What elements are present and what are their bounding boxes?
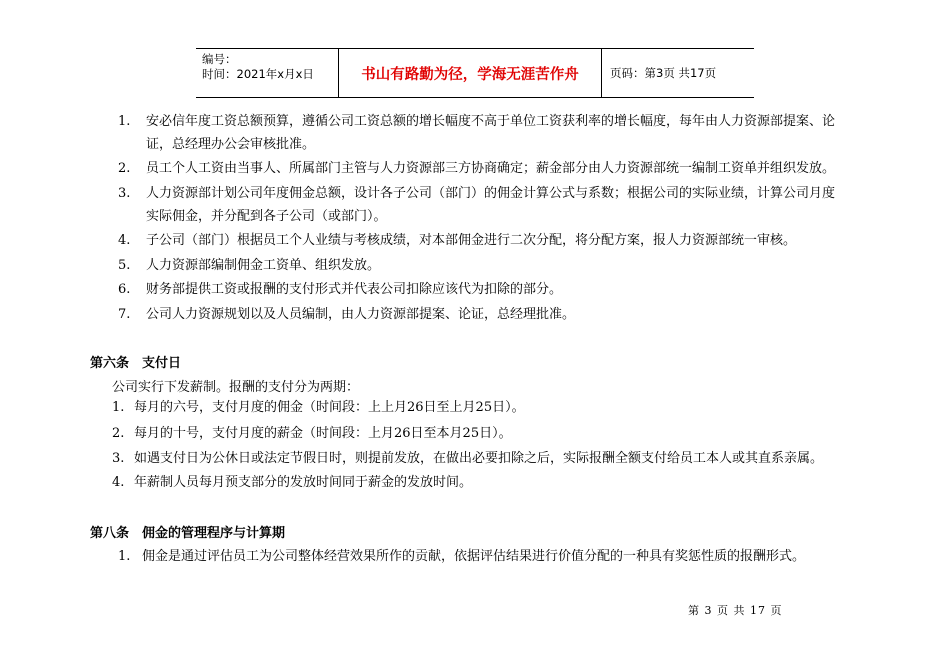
header-info-cell (196, 49, 338, 97)
list-number: 1. (112, 400, 125, 415)
header-motto: 书山有路勤为径，学海无涯苦作舟 (338, 49, 602, 97)
list-text-line: 证，总经理办公会审核批准。 (146, 137, 316, 152)
list-text-line: 实际佣金，并分配到各子公司（或部门）。 (146, 209, 387, 224)
list-number: 3. (112, 451, 125, 466)
list-text-line: 每月的六号，支付月度的佣金（时间段：上上月26日至上月25日）。 (134, 400, 525, 415)
page-footer: 第 3 页 共 17 页 (688, 604, 783, 617)
document-time-label: 时间：2021年x月x日 (202, 67, 314, 81)
header-table (196, 48, 754, 98)
list-text-line: 如遇支付日为公休日或法定节假日时，则提前发放，在做出必要扣除之后，实际报酬全额支付给员工本人或其直系亲属。 (134, 451, 824, 466)
list-text-line: 员工个人工资由当事人、所属部门主管与人力资源部三方协商确定；薪金部分由人力资源部统一编制工资单并组织发放。 (146, 161, 836, 176)
list-number: 7. (118, 307, 131, 322)
list-text-line: 佣金是通过评估员工为公司整体经营效果所作的贡献，依据评估结果进行价值分配的一种具有奖惩性质的报酬形式。 (142, 549, 806, 564)
list-number: 3. (118, 186, 131, 201)
list-text-line: 安必信年度工资总额预算，遵循公司工资总额的增长幅度不高于单位工资获利率的增长幅度，每年由人力资源部提案、论 (146, 114, 836, 129)
section-heading-commission: 第八条 佣金的管理程序与计算期 (90, 526, 286, 541)
list-number: 1. (118, 114, 131, 129)
list-number: 2. (112, 426, 125, 441)
list-number: 2. (118, 161, 131, 176)
list-number: 4. (112, 475, 125, 490)
list-number: 4. (118, 233, 131, 248)
list-text-line: 财务部提供工资或报酬的支付形式并代表公司扣除应该代为扣除的部分。 (146, 282, 563, 297)
header-page-label: 页码：第3页 共17页 (610, 66, 717, 80)
list-number: 1. (118, 549, 131, 564)
list-text-line: 年薪制人员每月预支部分的发放时间同于薪金的发放时间。 (134, 475, 473, 490)
list-text-line: 子公司（部门）根据员工个人业绩与考核成绩，对本部佣金进行二次分配，将分配方案，报人力资源部统一审核。 (146, 233, 797, 248)
list-number: 5. (118, 258, 131, 273)
list-text-line: 人力资源部计划公司年度佣金总额，设计各子公司（部门）的佣金计算公式与系数；根据公司的实际业绩，计算公司月度 (146, 186, 836, 201)
list-text-line: 每月的十号，支付月度的薪金（时间段：上月26日至本月25日）。 (134, 426, 512, 441)
list-text-line: 人力资源部编制佣金工资单、组织发放。 (146, 258, 381, 273)
section-intro: 公司实行下发薪制。报酬的支付分为两期： (112, 380, 360, 395)
section-heading-payday: 第六条 支付日 (90, 356, 182, 371)
document-number-label: 编号： (202, 52, 237, 66)
list-text-line: 公司人力资源规划以及人员编制，由人力资源部提案、论证，总经理批准。 (146, 307, 576, 322)
list-number: 6. (118, 282, 131, 297)
